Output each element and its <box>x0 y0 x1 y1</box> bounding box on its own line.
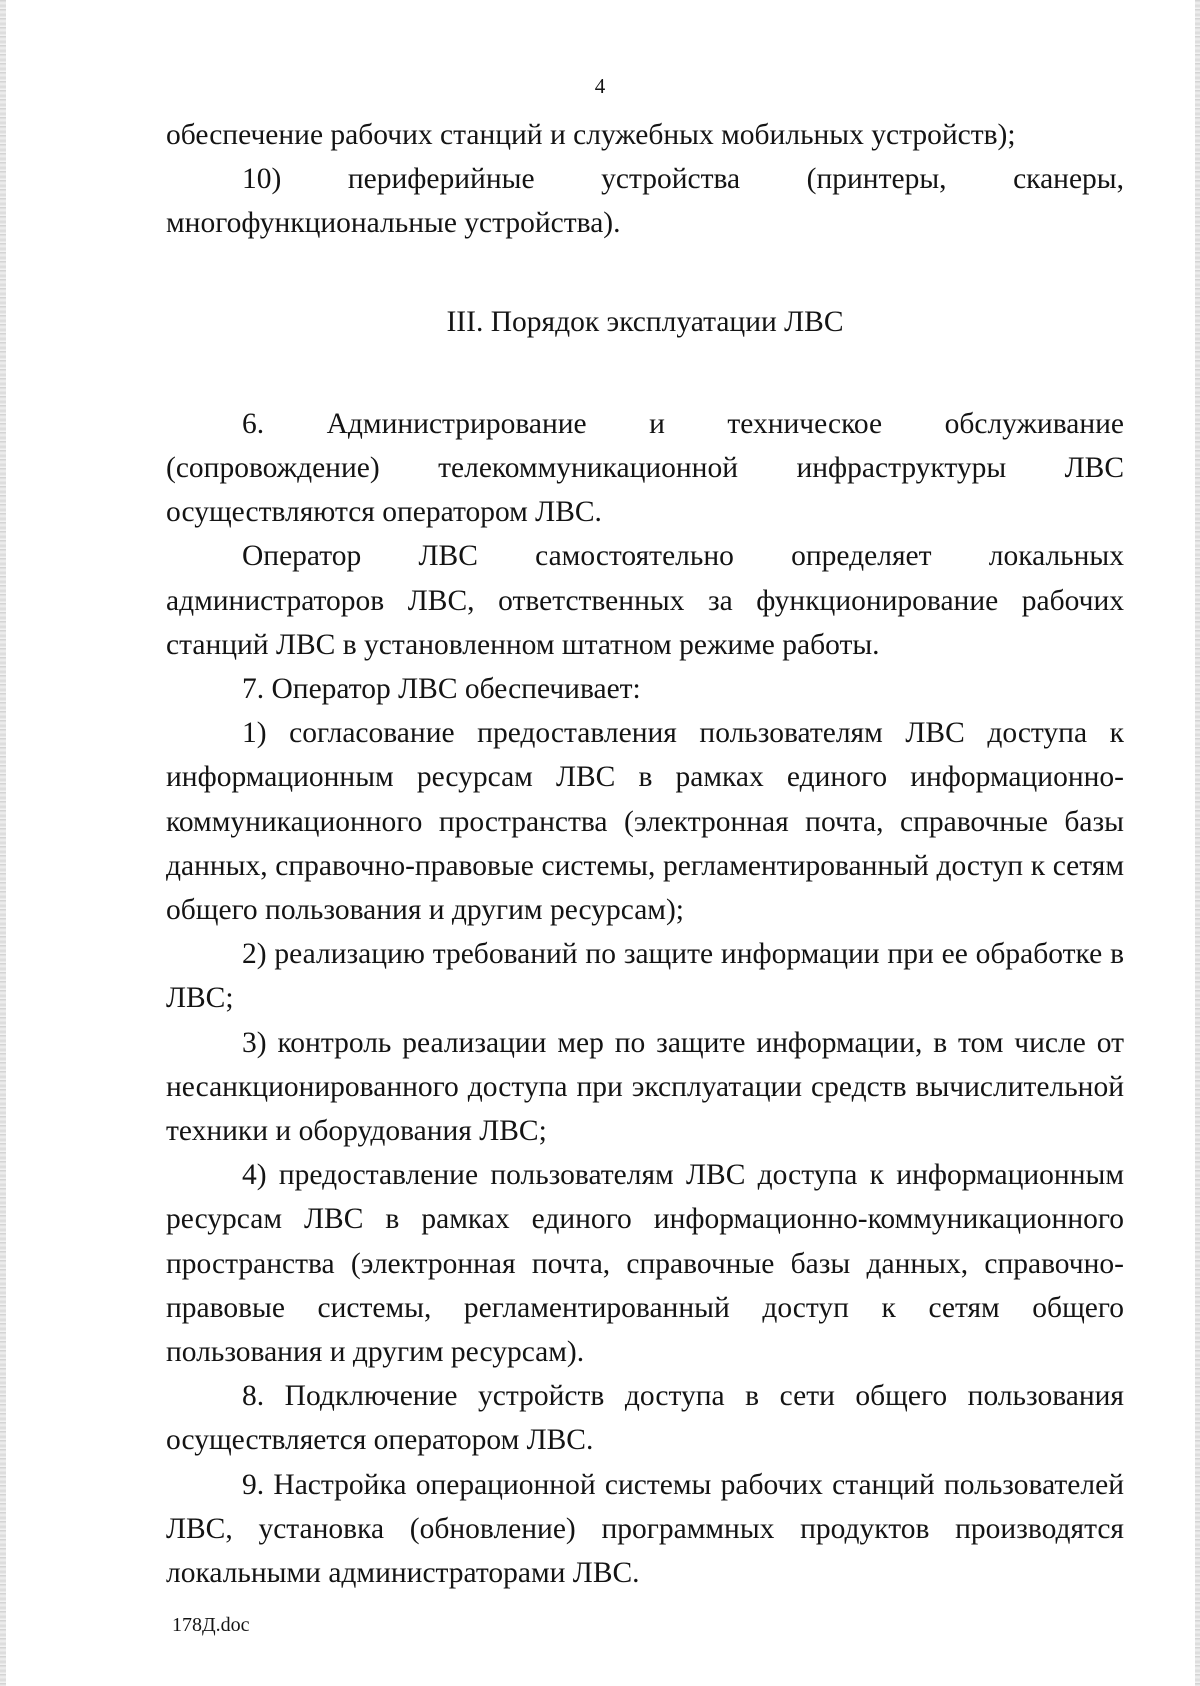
list-item-2: 2) реализацию требований по защите информации при ее обработке в ЛВС; <box>166 938 1124 1015</box>
list-item-4: 4) предоставление пользователям ЛВС доступа к информационным ресурсам ЛВС в рамках единого информационно-коммуникационного пространства (электронная почта, справочные базы данных, справочно-правовые системы, регламентированный доступ к сетям общего пользования и другим ресурсам). <box>166 1159 1124 1369</box>
paragraph-7: 7. Оператор ЛВС обеспечивает: <box>242 673 641 706</box>
section-heading: III. Порядок эксплуатации ЛВС <box>446 305 844 338</box>
list-item-1: 1) согласование предоставления пользователям ЛВС доступа к информационным ресурсам ЛВС в рамках единого информационно-коммуникационного пространства (электронная почта, справочные базы данных, справочно-правовые системы, регламентированный доступ к сетям общего пользования и другим ресурсам); <box>166 717 1124 927</box>
paragraph-6: 6. Администрирование и техническое обслуживание (сопровождение) телекоммуникационной инфраструктуры ЛВС осуществляются оператором ЛВС. <box>166 407 1124 529</box>
list-item-3: 3) контроль реализации мер по защите информации, в том числе от несанкционированного доступа при эксплуатации средств вычислительной техники и оборудования ЛВС; <box>166 1026 1124 1148</box>
paragraph-continuation: обеспечение рабочих станций и служебных мобильных устройств); <box>166 119 1016 151</box>
document-body <box>166 113 1124 1595</box>
paragraph-operator: Оператор ЛВС самостоятельно определяет локальных администраторов ЛВС, ответственных за функционирование рабочих станций ЛВС в установленном штатном режиме работы. <box>166 540 1124 661</box>
paragraph-9: 9. Настройка операционной системы рабочих станций пользователей ЛВС, установка (обновление) программных продуктов производятся локальными администраторами ЛВС. <box>166 1468 1124 1590</box>
page-number: 4 <box>594 74 606 98</box>
scan-edge-left <box>0 0 6 1686</box>
list-item-10: 10) периферийные устройства (принтеры, сканеры, многофункциональные устройства). <box>166 163 1124 240</box>
footer-filename: 178Д.doc <box>172 1614 250 1636</box>
paragraph-8: 8. Подключение устройств доступа в сети общего пользования осуществляется оператором ЛВС. <box>166 1380 1124 1457</box>
scan-edge-right <box>1195 0 1200 1686</box>
